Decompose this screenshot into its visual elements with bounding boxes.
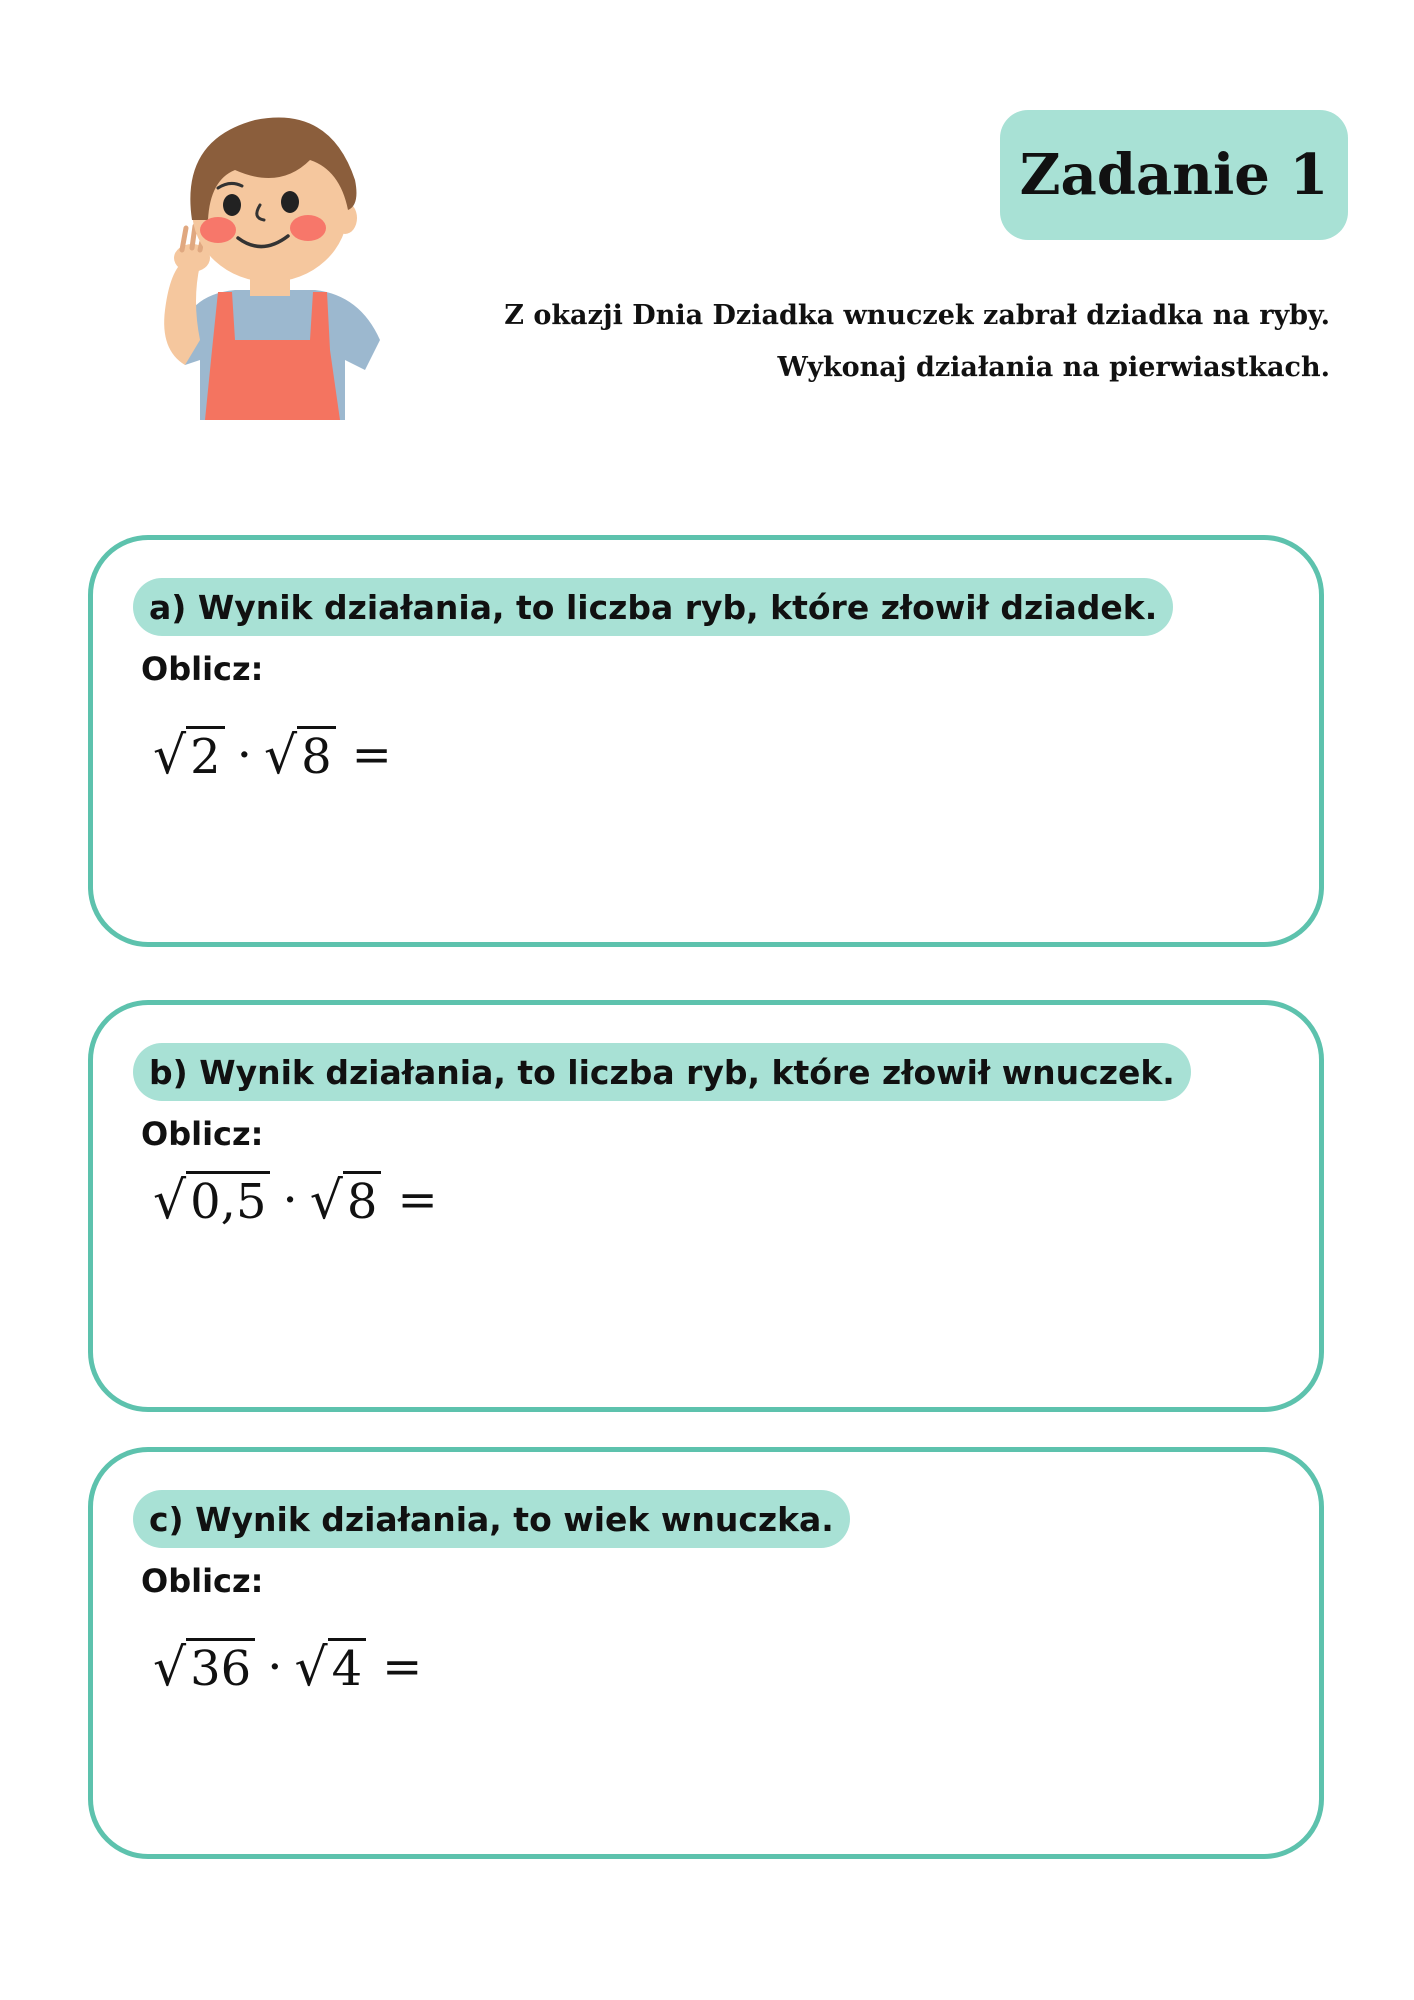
intro-text xyxy=(330,290,1330,394)
compute-label-a: Oblicz: xyxy=(141,650,264,688)
task-card-a xyxy=(88,535,1324,947)
task-heading-b: b) Wynik działania, to liczba ryb, które złowił wnuczek. xyxy=(133,1043,1191,1101)
radicand: 2 xyxy=(186,726,225,784)
task-card-b xyxy=(88,1000,1324,1412)
multiply-operator: · xyxy=(236,727,252,783)
equals-sign: = xyxy=(397,1172,438,1228)
expression-b xyxy=(153,1155,438,1245)
task-heading-a: a) Wynik działania, to liczba ryb, które złowił dziadek. xyxy=(133,578,1173,636)
multiply-operator: · xyxy=(282,1172,298,1228)
sqrt-b-2 xyxy=(309,1171,382,1232)
radical-sign-icon: √ xyxy=(263,726,298,787)
radical-sign-icon: √ xyxy=(294,1638,328,1699)
multiply-operator: · xyxy=(267,1639,283,1695)
expression-a xyxy=(153,710,392,800)
sqrt-c-2 xyxy=(294,1638,366,1699)
radical-sign-icon: √ xyxy=(309,1171,343,1232)
intro-line-2: Wykonaj działania na pierwiastkach. xyxy=(777,352,1330,383)
task-card-c xyxy=(88,1447,1324,1859)
task-heading-c: c) Wynik działania, to wiek wnuczka. xyxy=(133,1490,850,1548)
equals-sign: = xyxy=(382,1639,423,1695)
expression-c xyxy=(153,1622,422,1712)
radical-sign-icon: √ xyxy=(153,726,187,787)
compute-label-c: Oblicz: xyxy=(141,1562,264,1600)
sqrt-a-2 xyxy=(263,726,336,787)
radicand: 0,5 xyxy=(186,1171,270,1229)
sqrt-b-1 xyxy=(153,1171,270,1232)
sqrt-c-1 xyxy=(153,1638,255,1699)
intro-line-1: Z okazji Dnia Dziadka wnuczek zabrał dziadka na ryby. xyxy=(504,300,1330,331)
radical-sign-icon: √ xyxy=(153,1638,187,1699)
page-title: Zadanie 1 xyxy=(1019,142,1329,208)
equals-sign: = xyxy=(351,727,392,783)
radicand: 4 xyxy=(328,1638,367,1696)
radicand: 36 xyxy=(186,1638,255,1696)
radical-sign-icon: √ xyxy=(153,1171,187,1232)
title-badge xyxy=(1000,110,1348,240)
radicand: 8 xyxy=(343,1171,382,1229)
sqrt-a-1 xyxy=(153,726,225,787)
radicand: 8 xyxy=(297,726,336,784)
compute-label-b: Oblicz: xyxy=(141,1115,264,1153)
